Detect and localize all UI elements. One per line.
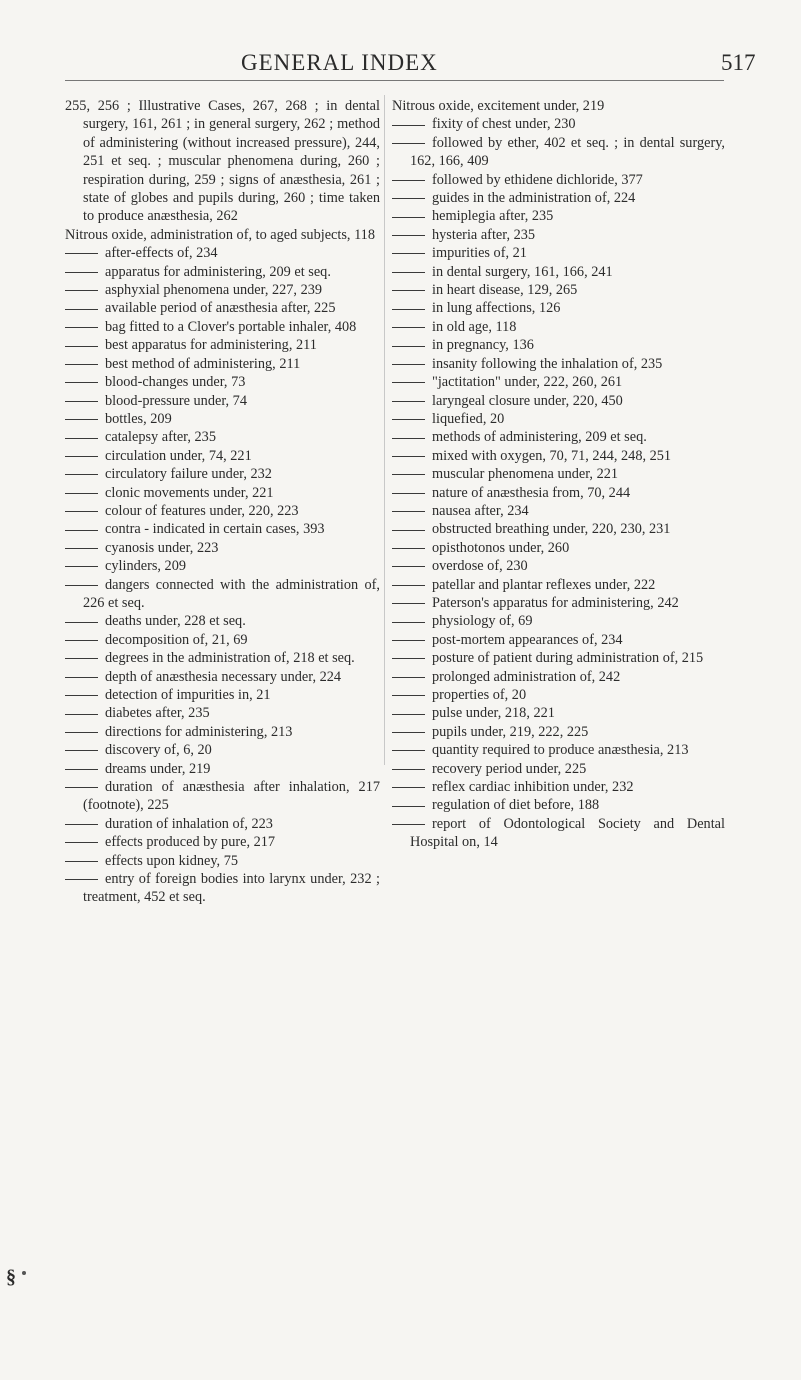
index-entry-text: after-effects of, 234 [105,245,218,262]
index-entry [392,134,725,171]
page-number: 517 [721,50,756,75]
index-entry [65,539,380,557]
index-entry-text: dreams under, 219 [105,760,211,777]
repeat-dash [65,842,98,843]
page-header [0,50,801,82]
index-entry-text: properties of, 20 [432,687,527,703]
repeat-dash [392,198,425,199]
index-entry-text: effects produced by pure, 217 [105,834,276,851]
index-entry-text: blood-changes under, 73 [105,374,246,391]
index-entry [392,704,725,722]
index-entry [65,263,380,281]
index-entry-text: impurities of, 21 [432,245,527,262]
index-entry [392,97,725,115]
index-entry [65,355,380,373]
index-entry-text: colour of features under, 220, 223 [105,502,299,519]
index-entry-text: circulation under, 74, 221 [105,447,252,464]
repeat-dash [65,474,98,475]
repeat-dash [65,382,98,383]
index-entry [65,465,380,483]
index-entry-text: detection of impurities in, 21 [105,687,271,703]
index-entry-text: recovery period under, 225 [432,760,587,777]
repeat-dash [65,879,98,880]
index-entry [392,465,725,483]
index-entry-text: quantity required to produce anæsthesia, 213 [432,742,689,759]
index-entry [392,502,725,520]
repeat-dash [65,677,98,678]
repeat-dash [65,824,98,825]
index-entry [65,557,380,575]
index-entry [65,852,380,870]
repeat-dash [392,787,425,788]
repeat-dash [65,309,98,310]
repeat-dash [65,290,98,291]
index-entry [65,318,380,336]
index-entry-text: physiology of, 69 [432,613,533,630]
index-entry [392,557,725,575]
repeat-dash [65,493,98,494]
index-entry [392,263,725,281]
index-entry-text: in dental surgery, 161, 166, 241 [432,263,613,280]
index-entry [65,336,380,354]
index-entry [392,649,725,667]
index-entry-text: methods of administering, 209 et seq. [432,429,647,446]
index-entry [65,686,380,704]
repeat-dash [392,346,425,347]
repeat-dash [65,861,98,862]
index-entry-text: overdose of, 230 [432,558,528,575]
index-entry [65,870,380,907]
repeat-dash [392,143,425,144]
repeat-dash [392,419,425,420]
repeat-dash [65,456,98,457]
index-entry [392,410,725,428]
repeat-dash [392,824,425,825]
index-entry [65,778,380,815]
index-entry [392,336,725,354]
repeat-dash [392,585,425,586]
index-entry-text: hysteria after, 235 [432,226,536,243]
index-entry [392,594,725,612]
repeat-dash [392,714,425,715]
index-entry [392,392,725,410]
repeat-dash [392,327,425,328]
index-entry [65,520,380,538]
index-entry-text: nausea after, 234 [432,502,529,519]
index-entry-text: apparatus for administering, 209 et seq. [105,263,331,280]
index-entry-text: mixed with oxygen, 70, 71, 244, 248, 251 [432,447,672,464]
repeat-dash [65,327,98,328]
index-entry [392,723,725,741]
index-entry [392,373,725,391]
index-entry-text: bag fitted to a Clover's portable inhaler, 408 [105,318,357,335]
index-entry [392,281,725,299]
repeat-dash [392,750,425,751]
repeat-dash [392,253,425,254]
index-entry [65,428,380,446]
repeat-dash [392,290,425,291]
index-entry-text: catalepsy after, 235 [105,429,216,446]
repeat-dash [392,364,425,365]
index-entry-text: reflex cardiac inhibition under, 232 [432,779,634,796]
repeat-dash [65,419,98,420]
index-entry-text: bottles, 209 [105,410,172,427]
repeat-dash [392,695,425,696]
index-entry [392,741,725,759]
index-entry-text: pupils under, 219, 222, 225 [432,723,589,740]
index-entry [392,484,725,502]
index-entry [65,833,380,851]
index-entry-text: in lung affections, 126 [432,300,561,317]
index-entry-text: contra - indicated in certain cases, 393 [105,521,325,538]
index-entry-text: discovery of, 6, 20 [105,742,212,759]
index-entry [65,281,380,299]
index-entry [392,576,725,594]
index-entry [392,207,725,225]
repeat-dash [65,622,98,623]
index-entry [65,723,380,741]
repeat-dash [65,769,98,770]
header-rule [65,80,724,81]
index-entry-text: post-mortem appearances of, 234 [432,631,623,648]
index-entry-text: asphyxial phenomena under, 227, 239 [105,282,323,299]
repeat-dash [392,401,425,402]
index-entry-text: liquefied, 20 [432,410,505,427]
index-entry-text: effects upon kidney, 75 [105,852,239,869]
index-entry-text: followed by ethidene dichloride, 377 [432,171,643,188]
index-entry [392,244,725,262]
repeat-dash [392,456,425,457]
index-entry-text: regulation of diet before, 188 [432,797,600,814]
repeat-dash [392,566,425,567]
index-entry [392,686,725,704]
index-entry-text: laryngeal closure under, 220, 450 [432,392,623,409]
repeat-dash [392,474,425,475]
index-entry [65,97,380,226]
repeat-dash [65,253,98,254]
index-entry [392,778,725,796]
index-entry [392,815,725,852]
index-entry [392,520,725,538]
index-entry-text: nature of anæsthesia from, 70, 244 [432,484,631,501]
index-entry-text: dangers connected with the administration of, 226 et seq. [83,576,380,611]
repeat-dash [392,622,425,623]
index-entry-text: best apparatus for administering, 211 [105,337,317,354]
index-entry [65,576,380,613]
repeat-dash [392,603,425,604]
index-entry [65,447,380,465]
index-entry-text: best method of administering, 211 [105,355,301,372]
index-entry-text: deaths under, 228 et seq. [105,613,246,630]
repeat-dash [65,566,98,567]
repeat-dash [392,309,425,310]
repeat-dash [392,493,425,494]
repeat-dash [392,806,425,807]
index-entry [392,631,725,649]
index-entry [65,392,380,410]
column-divider [384,95,385,765]
repeat-dash [392,530,425,531]
index-entry-text: insanity following the inhalation of, 235 [432,355,663,372]
index-entry [392,189,725,207]
repeat-dash [65,787,98,788]
index-entry [392,318,725,336]
repeat-dash [392,548,425,549]
index-entry [65,410,380,428]
repeat-dash [65,346,98,347]
index-entry-text: duration of inhalation of, 223 [105,815,273,832]
index-entry [65,631,380,649]
index-entry-text: guides in the administration of, 224 [432,190,636,207]
index-entry-text: prolonged administration of, 242 [432,668,621,685]
repeat-dash [392,732,425,733]
repeat-dash [392,382,425,383]
index-column-left [65,97,380,907]
index-entry [65,299,380,317]
index-entry-text: clonic movements under, 221 [105,484,274,501]
index-entry [65,226,380,244]
repeat-dash [392,235,425,236]
index-entry [65,704,380,722]
index-entry [65,502,380,520]
repeat-dash [392,125,425,126]
index-entry [392,226,725,244]
index-entry [392,668,725,686]
repeat-dash [65,714,98,715]
margin-dot [22,1271,26,1275]
index-entry [392,355,725,373]
index-entry [65,668,380,686]
index-entry-text: depth of anæsthesia necessary under, 224 [105,668,342,685]
index-entry-text: directions for administering, 213 [105,723,293,740]
index-entry-text: in heart disease, 129, 265 [432,282,578,299]
index-entry [392,447,725,465]
index-entry [392,539,725,557]
index-entry [65,484,380,502]
index-entry-text: degrees in the administration of, 218 et seq. [105,650,355,667]
repeat-dash [65,364,98,365]
index-entry-text: entry of foreign bodies into larynx under, 232 ; treatment, 452 et seq. [83,871,380,906]
index-entry-text: followed by ether, 402 et seq. ; in dental surgery, 162, 166, 409 [410,134,725,170]
index-entry [65,760,380,778]
repeat-dash [392,272,425,273]
index-entry-text: Nitrous oxide, excitement under, 219 [392,98,605,114]
index-column-right [392,97,725,852]
repeat-dash [392,658,425,659]
index-entry [392,760,725,778]
index-entry [392,796,725,814]
index-entry-text: "jactitation" under, 222, 260, 261 [432,374,623,391]
repeat-dash [65,438,98,439]
index-entry-text: 255, 256 ; Illustrative Cases, 267, 268 ; in dental surgery, 161, 261 ; in general surgery, 262 ; method of administering (without increased pressure), 244, 251 et seq. ; muscular phenomena during, 260 ; respiration during, 259 ; signs of anæsthesia, 261 ; state of globes and pupils during, 260 ; time taken to produce anæsthesia, 262 [65,98,380,225]
index-entry [65,244,380,262]
index-entry-text: available period of anæsthesia after, 225 [105,300,336,317]
index-entry [392,299,725,317]
index-entry-text: fixity of chest under, 230 [432,116,576,133]
repeat-dash [392,217,425,218]
index-entry-text: blood-pressure under, 74 [105,392,247,409]
index-entry [392,115,725,133]
repeat-dash [65,530,98,531]
index-entry-text: duration of anæsthesia after inhalation, 217 (footnote), 225 [83,779,380,814]
index-entry-text: diabetes after, 235 [105,705,210,722]
index-entry-text: hemiplegia after, 235 [432,208,554,225]
index-entry-text: patellar and plantar reflexes under, 222 [432,576,656,593]
index-entry [65,815,380,833]
index-entry [65,373,380,391]
index-entry-text: Paterson's apparatus for administering, 242 [432,594,679,611]
index-entry [392,428,725,446]
repeat-dash [65,548,98,549]
index-entry-text: Nitrous oxide, administration of, to aged subjects, 118 [65,226,375,243]
index-entry-text: muscular phenomena under, 221 [432,466,619,483]
index-entry-text: opisthotonos under, 260 [432,539,570,556]
index-entry [392,612,725,630]
index-entry-text: obstructed breathing under, 220, 230, 231 [432,521,671,538]
index-entry-text: in old age, 118 [432,318,517,335]
index-entry-text: circulatory failure under, 232 [105,466,272,483]
index-entry [65,741,380,759]
index-entry-text: decomposition of, 21, 69 [105,631,248,648]
repeat-dash [65,585,98,586]
index-entry [65,649,380,667]
index-entry [65,612,380,630]
running-title: GENERAL INDEX [241,50,438,75]
margin-mark: § [6,1266,16,1288]
repeat-dash [392,438,425,439]
repeat-dash [65,511,98,512]
index-entry-text: in pregnancy, 136 [432,337,534,354]
index-entry-text: cyanosis under, 223 [105,539,219,556]
repeat-dash [65,272,98,273]
repeat-dash [392,180,425,181]
repeat-dash [392,677,425,678]
repeat-dash [392,640,425,641]
index-entry-text: cylinders, 209 [105,558,186,575]
repeat-dash [392,511,425,512]
repeat-dash [65,750,98,751]
repeat-dash [392,769,425,770]
repeat-dash [65,658,98,659]
index-entry [392,171,725,189]
repeat-dash [65,695,98,696]
index-entry-text: report of Odontological Society and Dental Hospital on, 14 [410,815,725,851]
repeat-dash [65,732,98,733]
index-entry-text: pulse under, 218, 221 [432,705,555,722]
repeat-dash [65,401,98,402]
repeat-dash [65,640,98,641]
index-entry-text: posture of patient during administration of, 215 [432,650,704,667]
